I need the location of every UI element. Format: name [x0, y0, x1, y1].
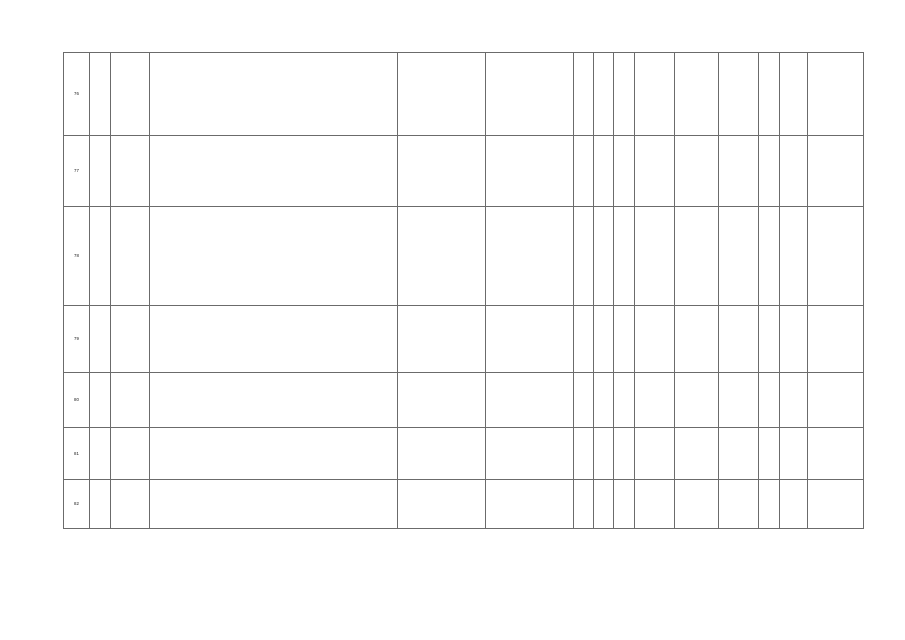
- route-kind-cell: [635, 480, 675, 529]
- vehicle-count-cell: [719, 207, 759, 306]
- vehicle-class-cell: [675, 480, 719, 529]
- start-date-cell: [759, 207, 780, 306]
- route-description-cell: [150, 480, 398, 529]
- length-extra-cell: [614, 207, 635, 306]
- route-name-cell: [111, 428, 150, 480]
- route-description-cell: [150, 373, 398, 428]
- table-row: [64, 428, 864, 480]
- route-description-cell: [150, 53, 398, 136]
- length-backward-cell: [594, 207, 614, 306]
- start-date-cell: [759, 373, 780, 428]
- vehicle-class-cell: [675, 306, 719, 373]
- route-kind-cell: [635, 306, 675, 373]
- length-extra-cell: [614, 428, 635, 480]
- start-date-cell: [759, 53, 780, 136]
- length-forward-cell: [574, 373, 594, 428]
- streets-cell: [486, 373, 574, 428]
- vehicle-class-cell: [675, 207, 719, 306]
- registry-number-cell: [90, 428, 111, 480]
- streets-cell: [486, 53, 574, 136]
- vehicle-class-cell: [675, 136, 719, 207]
- registry-number-cell: [90, 306, 111, 373]
- vehicle-class-cell: [675, 428, 719, 480]
- length-forward-cell: [574, 207, 594, 306]
- length-backward-cell: [594, 373, 614, 428]
- carrier-info-cell: [808, 53, 864, 136]
- streets-cell: [486, 306, 574, 373]
- length-backward-cell: [594, 428, 614, 480]
- carrier-info-cell: [808, 207, 864, 306]
- length-forward-cell: [574, 53, 594, 136]
- route-register-table: [63, 52, 864, 529]
- route-name-cell: [111, 136, 150, 207]
- vehicle-class-cell: [675, 373, 719, 428]
- registry-number-cell: [90, 136, 111, 207]
- carrier-info-cell: [808, 373, 864, 428]
- registry-number-cell: [90, 207, 111, 306]
- carrier-info-cell: [808, 136, 864, 207]
- carrier-cell: [780, 136, 808, 207]
- carrier-cell: [780, 207, 808, 306]
- route-number-cell: 81: [64, 428, 90, 480]
- vehicle-count-cell: [719, 480, 759, 529]
- stops-cell: [398, 136, 486, 207]
- carrier-cell: [780, 53, 808, 136]
- route-number-cell: 76: [64, 53, 90, 136]
- route-name-cell: [111, 207, 150, 306]
- route-name-cell: [111, 480, 150, 529]
- length-backward-cell: [594, 306, 614, 373]
- length-forward-cell: [574, 136, 594, 207]
- table-row: [64, 373, 864, 428]
- vehicle-class-cell: [675, 53, 719, 136]
- length-backward-cell: [594, 136, 614, 207]
- route-name-cell: [111, 306, 150, 373]
- stops-cell: [398, 53, 486, 136]
- streets-cell: [486, 428, 574, 480]
- route-description-cell: [150, 207, 398, 306]
- length-forward-cell: [574, 428, 594, 480]
- carrier-info-cell: [808, 480, 864, 529]
- table-row: [64, 136, 864, 207]
- route-kind-cell: [635, 373, 675, 428]
- registry-number-cell: [90, 373, 111, 428]
- stops-cell: [398, 428, 486, 480]
- length-extra-cell: [614, 306, 635, 373]
- route-number-cell: 78: [64, 207, 90, 306]
- streets-cell: [486, 207, 574, 306]
- route-description-cell: [150, 306, 398, 373]
- streets-cell: [486, 480, 574, 529]
- length-extra-cell: [614, 53, 635, 136]
- vehicle-count-cell: [719, 53, 759, 136]
- length-backward-cell: [594, 480, 614, 529]
- stops-cell: [398, 373, 486, 428]
- route-number-cell: 80: [64, 373, 90, 428]
- registry-number-cell: [90, 480, 111, 529]
- carrier-cell: [780, 428, 808, 480]
- streets-cell: [486, 136, 574, 207]
- vehicle-count-cell: [719, 136, 759, 207]
- length-extra-cell: [614, 373, 635, 428]
- length-extra-cell: [614, 136, 635, 207]
- carrier-cell: [780, 480, 808, 529]
- route-number-cell: 77: [64, 136, 90, 207]
- route-number-cell: 79: [64, 306, 90, 373]
- route-kind-cell: [635, 53, 675, 136]
- stops-cell: [398, 480, 486, 529]
- stops-cell: [398, 306, 486, 373]
- table-row: [64, 306, 864, 373]
- length-forward-cell: [574, 306, 594, 373]
- table-row: [64, 53, 864, 136]
- table-row: [64, 207, 864, 306]
- vehicle-count-cell: [719, 373, 759, 428]
- stops-cell: [398, 207, 486, 306]
- route-kind-cell: [635, 207, 675, 306]
- vehicle-count-cell: [719, 428, 759, 480]
- carrier-cell: [780, 373, 808, 428]
- route-kind-cell: [635, 136, 675, 207]
- start-date-cell: [759, 480, 780, 529]
- start-date-cell: [759, 136, 780, 207]
- route-kind-cell: [635, 428, 675, 480]
- carrier-info-cell: [808, 428, 864, 480]
- length-extra-cell: [614, 480, 635, 529]
- vehicle-count-cell: [719, 306, 759, 373]
- route-number-cell: 82: [64, 480, 90, 529]
- route-name-cell: [111, 53, 150, 136]
- route-description-cell: [150, 428, 398, 480]
- start-date-cell: [759, 428, 780, 480]
- registry-number-cell: [90, 53, 111, 136]
- route-description-cell: [150, 136, 398, 207]
- carrier-info-cell: [808, 306, 864, 373]
- table-row: [64, 480, 864, 529]
- start-date-cell: [759, 306, 780, 373]
- carrier-cell: [780, 306, 808, 373]
- length-forward-cell: [574, 480, 594, 529]
- route-name-cell: [111, 373, 150, 428]
- length-backward-cell: [594, 53, 614, 136]
